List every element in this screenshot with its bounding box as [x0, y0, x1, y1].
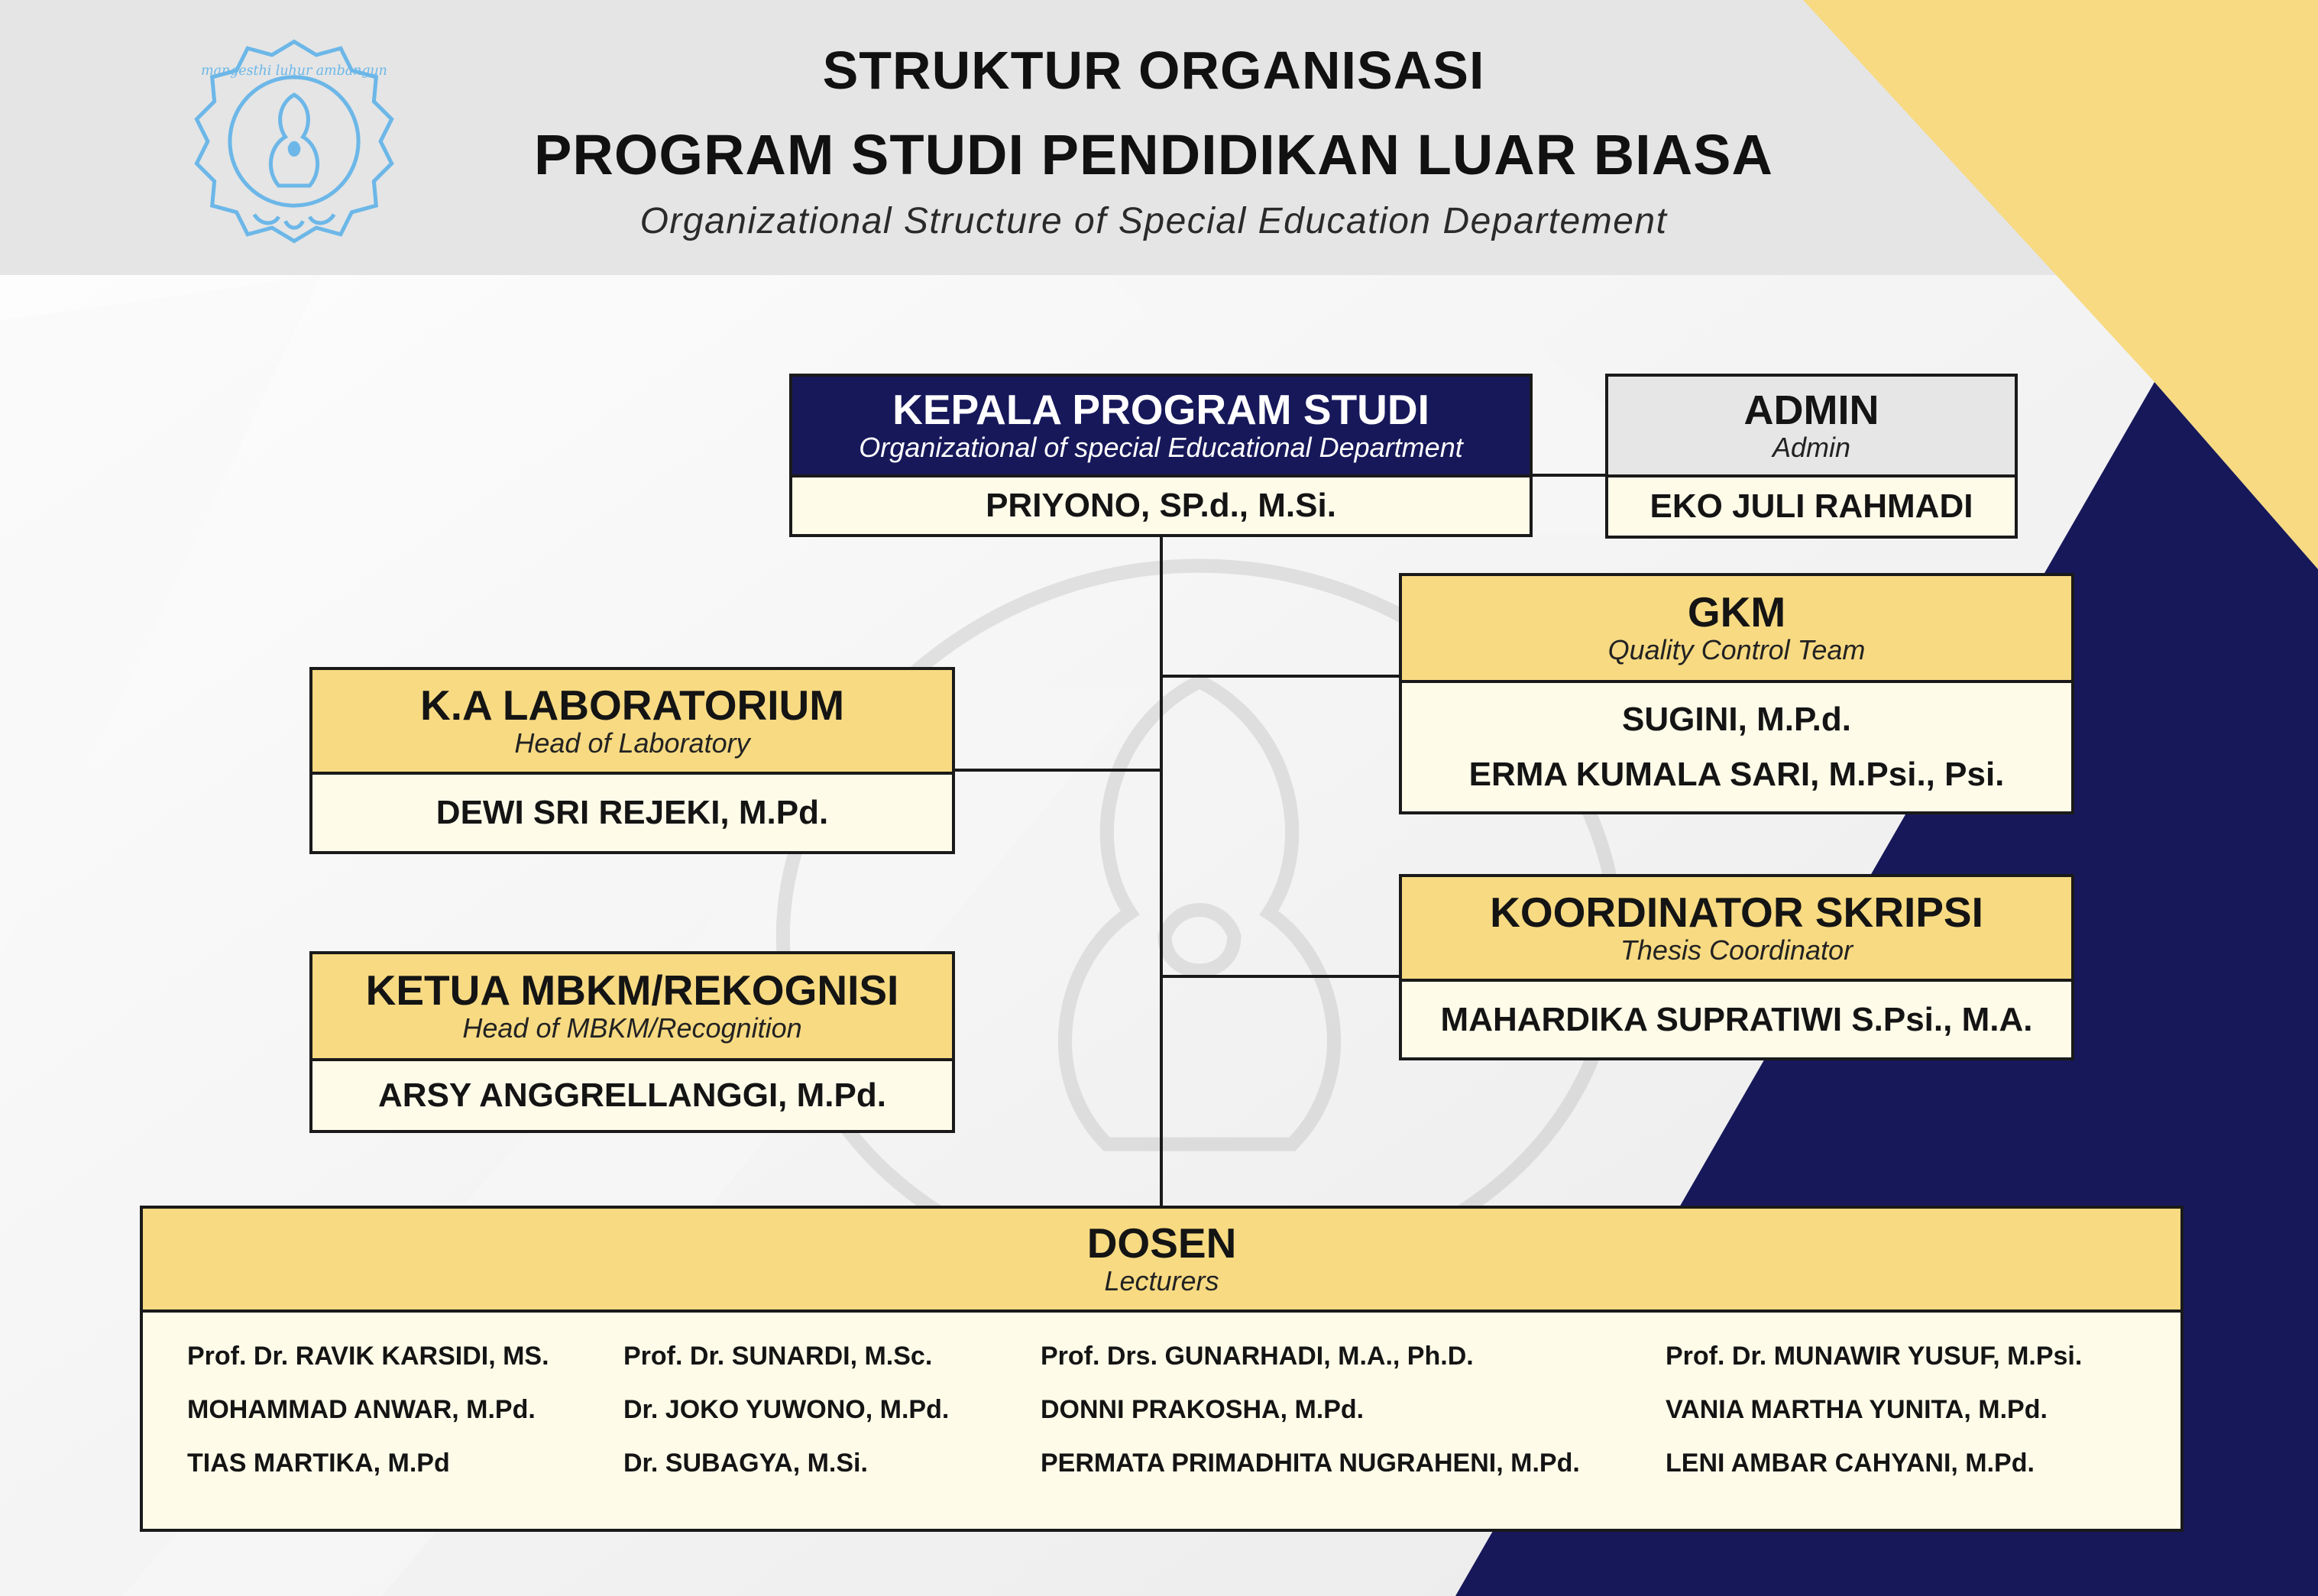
admin-name: EKO JULI RAHMADI	[1649, 487, 1973, 525]
kaprodi-box	[789, 374, 1533, 537]
lecturer-name: TIAS MARTIKA, M.Pd	[187, 1449, 450, 1478]
gkm-subtitle: Quality Control Team	[1607, 634, 1866, 666]
gkm-box	[1399, 573, 2074, 814]
gkm-names	[1402, 683, 2071, 811]
admin-header	[1608, 377, 2015, 478]
kaprodi-subtitle: Organizational of special Educational Department	[859, 432, 1463, 464]
dosen-header	[143, 1209, 2180, 1313]
lab-name: DEWI SRI REJEKI, M.Pd.	[435, 794, 829, 831]
lecturer-name: Dr. JOKO YUWONO, M.Pd.	[623, 1395, 950, 1424]
lab-title: K.A LABORATORIUM	[419, 681, 845, 729]
lab-header	[312, 670, 952, 775]
lab-box	[309, 667, 955, 854]
gkm-title: GKM	[1687, 588, 1786, 636]
dosen-title: DOSEN	[1086, 1219, 1237, 1267]
gkm-name-2: ERMA KUMALA SARI, M.Psi., Psi.	[1468, 756, 2005, 793]
mbkm-subtitle: Head of MBKM/Recognition	[462, 1012, 802, 1044]
lecturer-name: Prof. Dr. MUNAWIR YUSUF, M.Psi.	[1666, 1342, 2083, 1371]
admin-box	[1605, 374, 2018, 539]
lecturer-name: LENI AMBAR CAHYANI, M.Pd.	[1666, 1449, 2035, 1478]
lecturer-name: Prof. Dr. SUNARDI, M.Sc.	[623, 1342, 933, 1371]
page-title-line1: STRUKTUR ORGANISASI	[822, 40, 1485, 100]
skripsi-title: KOORDINATOR SKRIPSI	[1490, 888, 1983, 936]
kaprodi-header	[792, 377, 1530, 478]
lecturer-name: Dr. SUBAGYA, M.Si.	[623, 1449, 868, 1478]
gkm-name-1: SUGINI, M.P.d.	[1622, 701, 1851, 738]
skripsi-name: MAHARDIKA SUPRATIWI S.Psi., M.A.	[1440, 1000, 2033, 1038]
mbkm-title: KETUA MBKM/REKOGNISI	[365, 966, 899, 1015]
dosen-subtitle: Lecturers	[1104, 1265, 1219, 1297]
svg-text:mangesthi luhur ambangun: mangesthi luhur ambangun	[201, 63, 387, 79]
admin-subtitle: Admin	[1772, 431, 1851, 463]
admin-title: ADMIN	[1743, 387, 1879, 433]
kaprodi-name: PRIYONO, SP.d., M.Si.	[986, 487, 1336, 524]
page-title-line2: PROGRAM STUDI PENDIDIKAN LUAR BIASA	[534, 123, 1773, 186]
page-subtitle: Organizational Structure of Special Education Departement	[639, 201, 1668, 241]
gkm-header	[1402, 576, 2071, 683]
lecturer-name: Prof. Dr. RAVIK KARSIDI, MS.	[187, 1342, 549, 1371]
lab-subtitle: Head of Laboratory	[514, 727, 750, 759]
lecturer-name: MOHAMMAD ANWAR, M.Pd.	[187, 1395, 536, 1424]
skripsi-header	[1402, 877, 2071, 982]
mbkm-header	[312, 954, 952, 1061]
lecturer-name: PERMATA PRIMADHITA NUGRAHENI, M.Pd.	[1041, 1449, 1580, 1478]
kaprodi-title: KEPALA PROGRAM STUDI	[892, 386, 1429, 434]
mbkm-name: ARSY ANGGRELLANGGI, M.Pd.	[378, 1076, 886, 1114]
skripsi-subtitle: Thesis Coordinator	[1620, 934, 1853, 966]
lecturer-name: DONNI PRAKOSHA, M.Pd.	[1041, 1395, 1365, 1424]
lecturer-name: Prof. Drs. GUNARHADI, M.A., Ph.D.	[1041, 1342, 1474, 1371]
skripsi-box	[1399, 874, 2074, 1060]
lecturer-name: VANIA MARTHA YUNITA, M.Pd.	[1666, 1395, 2048, 1424]
mbkm-box	[309, 951, 955, 1133]
